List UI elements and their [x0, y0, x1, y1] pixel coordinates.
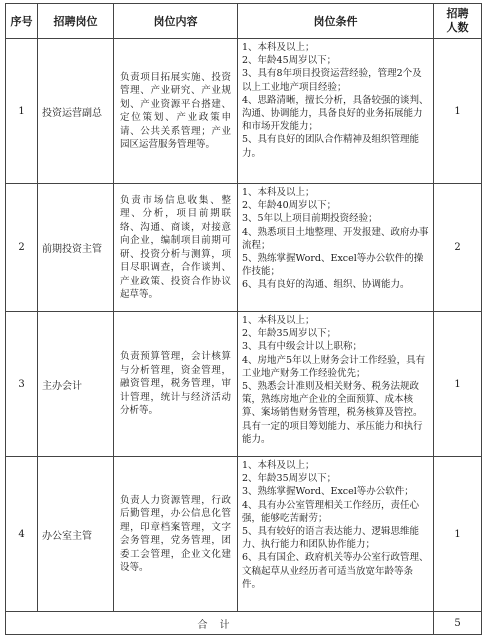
condition-item: 4、思路清晰，擅长分析，具备较强的谈判、沟通、协调能力，具备良好的业务拓展能力和市场开发能力； [242, 94, 429, 133]
total-label: 合计 [6, 612, 434, 635]
condition-item: 2、年龄35周岁以下； [242, 473, 337, 485]
row-position: 办公室主管 [38, 457, 114, 612]
header-content: 岗位内容 [114, 4, 238, 39]
condition-item: 3、熟练掌握Word、Excel等办公软件； [242, 486, 414, 498]
table-row [6, 312, 482, 457]
row-content: 负责人力资源管理，行政后勤管理，办公信息化管理，印章档案管理，文字会务管理，党务管理，团委工会管理，企业文化建设等。 [114, 457, 238, 612]
row-content: 负责预算管理，会计核算与分析管理，资金管理，融资管理，税务管理，审计管理，统计与经济活动分析等。 [114, 312, 238, 457]
row-count: 1 [434, 457, 482, 612]
condition-item: 5、具有较好的语言表达能力、逻辑思维能力、执行能力和团队协作能力； [242, 526, 420, 551]
header-count-line2: 人数 [446, 21, 469, 34]
header-index: 序号 [6, 4, 38, 39]
condition-item: 2、年龄35周岁以下； [242, 328, 337, 340]
table-row [6, 184, 482, 312]
header-count [434, 4, 482, 39]
header-row [6, 4, 482, 39]
condition-item: 2、年龄40周岁以下； [242, 200, 337, 212]
row-conditions [238, 39, 434, 184]
header-conditions: 岗位条件 [238, 4, 434, 39]
row-conditions [238, 312, 434, 457]
total-row [6, 612, 482, 635]
condition-item: 5、具有良好的团队合作精神及组织管理能力。 [242, 134, 420, 159]
row-position: 主办会计 [38, 312, 114, 457]
row-index: 3 [6, 312, 38, 457]
condition-item: 3、具有8年项目投资运营经验，管理2个及以上工业地产项目经验； [242, 68, 422, 93]
table-row [6, 39, 482, 184]
recruitment-table-wrapper [5, 3, 481, 635]
recruitment-table [5, 3, 482, 635]
condition-item: 4、熟悉项目土地整理、开发报建、政府办事流程； [242, 226, 429, 251]
row-count: 1 [434, 312, 482, 457]
total-count: 5 [434, 612, 482, 635]
condition-item: 1、本科及以上； [242, 460, 315, 471]
row-count: 2 [434, 184, 482, 312]
condition-item: 2、年龄45周岁以下； [242, 55, 337, 67]
row-position: 前期投资主管 [38, 184, 114, 312]
condition-item: 3、5年以上项目前期投资经验； [242, 213, 378, 225]
condition-item: 3、具有中级会计以上职称； [242, 341, 363, 353]
row-count: 1 [434, 39, 482, 184]
row-index: 2 [6, 184, 38, 312]
condition-item: 1、本科及以上； [242, 42, 315, 53]
row-content: 负责市场信息收集、整理、分析，项目前期联络、沟通、商谈，对接意向企业，编制项目前期可研、投资分析与测算，项目尽职调查，合作谈判、产业政策、投资合作协议起草等。 [114, 184, 238, 312]
table-row [6, 457, 482, 612]
row-conditions [238, 184, 434, 312]
row-position: 投资运营副总 [38, 39, 114, 184]
condition-item: 1、本科及以上； [242, 187, 315, 198]
condition-item: 5、熟练掌握Word、Excel等办公软件的操作技能； [242, 253, 424, 278]
header-position: 招聘岗位 [38, 4, 114, 39]
row-conditions [238, 457, 434, 612]
row-index: 1 [6, 39, 38, 184]
condition-item: 6、具有国企、政府机关等办公室行政管理、文稿起草从业经历者可适当放宽年龄等条件。 [242, 552, 429, 590]
row-content: 负责项目拓展实施、投资管理、产业研究、产业规划、产业资源平台搭建、定位策划、产业政策申请、公共关系管理；产业园区运营服务管理等。 [114, 39, 238, 184]
condition-item: 5、熟悉会计准则及相关财务、税务法规政策，熟练房地产企业的全面预算、成本核算、案场销售财务管理，税务核算及管控。具有一定的项目筹划能力、承压能力和执行能力。 [242, 381, 423, 445]
condition-item: 4、具有办公室管理相关工作经历，责任心强，能够吃苦耐劳； [242, 499, 420, 524]
row-index: 4 [6, 457, 38, 612]
condition-item: 1、本科及以上； [242, 315, 315, 326]
condition-item: 6、具有良好的沟通、组织、协调能力。 [242, 279, 410, 291]
condition-item: 4、房地产5年以上财务会计工作经验，具有工业地产财务工作经验优先； [242, 354, 426, 379]
header-count-line1: 招聘 [446, 7, 469, 20]
